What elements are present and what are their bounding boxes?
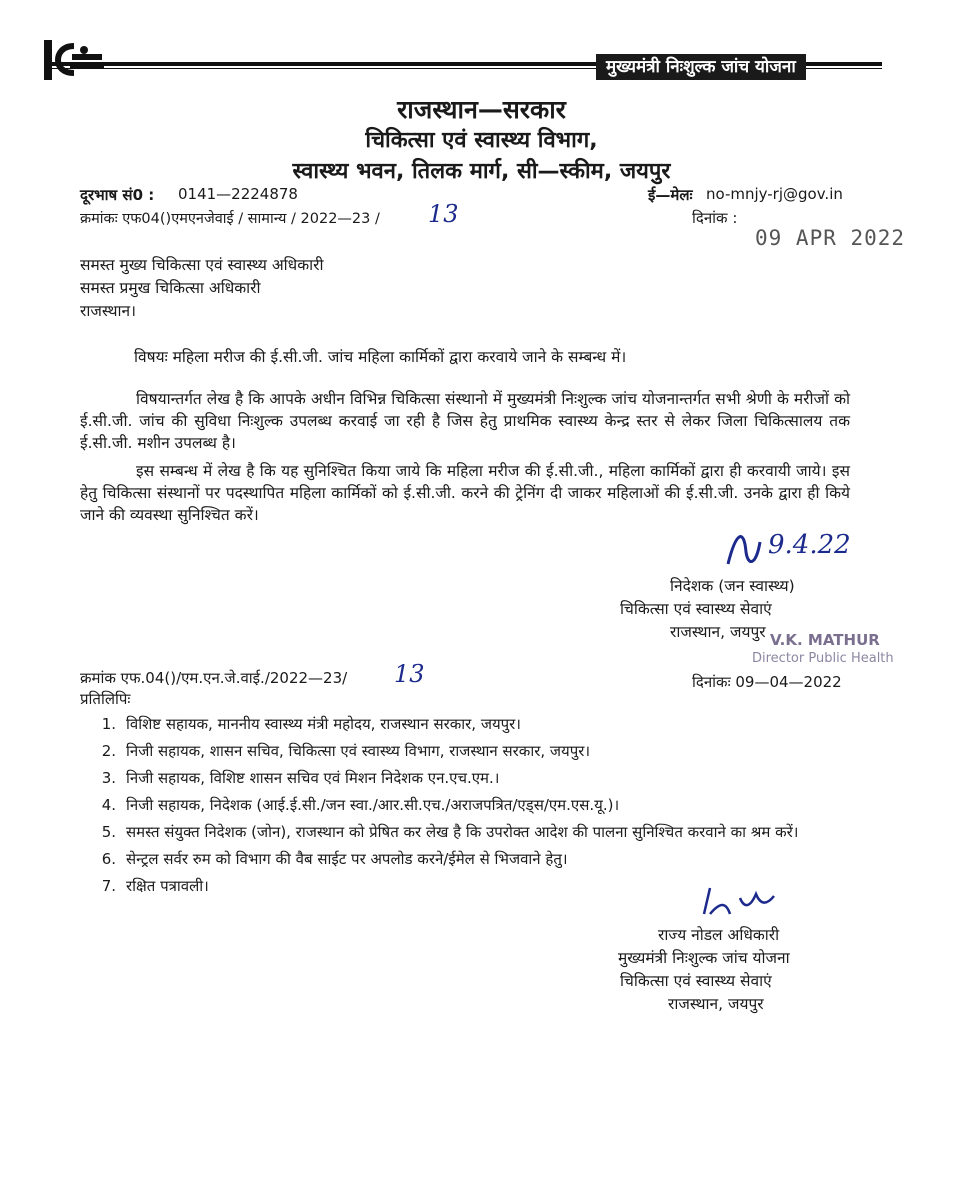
list-number: 2. (101, 742, 116, 760)
director-title: निदेशक (जन स्वास्थ्य) (670, 577, 795, 595)
department-name: चिकित्सा एवं स्वास्थ्य विभाग, (365, 128, 598, 153)
copy-label: प्रतिलिपिः (80, 690, 131, 708)
name-stamp-title: Director Public Health (752, 651, 894, 666)
government-title: राजस्थान—सरकार (397, 95, 566, 124)
list-item (88, 822, 858, 843)
name-stamp: V.K. MATHUR (770, 631, 880, 649)
nodal-officer-signature-icon (700, 884, 790, 920)
director-location: राजस्थान, जयपुर (670, 623, 766, 641)
addressee-1: समस्त मुख्य चिकित्सा एवं स्वास्थ्य अधिकारी (80, 256, 324, 274)
director-department: चिकित्सा एवं स्वास्थ्य सेवाएं (620, 600, 772, 618)
addressee-3: राजस्थान। (80, 302, 136, 320)
list-item (88, 768, 858, 789)
email-address: no-mnjy-rj@gov.in (706, 185, 843, 203)
list-number: 4. (101, 796, 116, 814)
list-text: विशिष्ट सहायक, माननीय स्वास्थ्य मंत्री महोदय, राजस्थान सरकार, जयपुर। (126, 715, 521, 733)
list-text: समस्त संयुक्त निदेशक (जोन), राजस्थान को प्रेषित कर लेख है कि उपरोक्त आदेश की पालना सुनिश्चित करवाने का श्रम करें। (126, 823, 799, 841)
list-number: 6. (101, 850, 116, 868)
list-number: 3. (101, 769, 116, 787)
copy-date: दिनांकः 09—04—2022 (692, 673, 842, 691)
list-item (88, 714, 858, 735)
nodal-officer-signature-block (618, 924, 790, 1016)
list-number: 5. (101, 823, 116, 841)
date-label: दिनांक : (692, 209, 738, 227)
subject-line: विषयः महिला मरीज की ई.सी.जी. जांच महिला कार्मिकों द्वारा करवाये जाने के सम्बन्ध में। (134, 348, 627, 366)
phone-number: 0141—2224878 (178, 185, 298, 203)
list-number: 1. (101, 715, 116, 733)
nodal-officer-scheme: मुख्यमंत्री निःशुल्क जांच योजना (618, 949, 790, 967)
copy-reference-handwritten: 13 (394, 660, 425, 688)
nodal-officer-title: राज्य नोडल अधिकारी (658, 926, 780, 944)
list-text: निजी सहायक, विशिष्ट शासन सचिव एवं मिशन निदेशक एन.एच.एम.। (126, 769, 500, 787)
date-stamp: 09 APR 2022 (755, 226, 906, 250)
scheme-banner: मुख्यमंत्री निःशुल्क जांच योजना (596, 54, 806, 80)
phone-label: दूरभाष सं0 : (80, 186, 155, 204)
copy-list (88, 714, 858, 903)
copy-reference-number: क्रमांक एफ.04()/एम.एन.जे.वाई./2022—23/ (80, 669, 348, 687)
list-text: निजी सहायक, निदेशक (आई.ई.सी./जन स्वा./आर.सी.एच./अराजपत्रित/एड्स/एम.एस.यू.)। (126, 796, 620, 814)
reference-number: क्रमांकः एफ04()एमएनजेवाई / सामान्य / 2022—23 / (80, 211, 380, 227)
list-item (88, 795, 858, 816)
list-text: रक्षित पत्रावली। (126, 877, 209, 895)
list-item (88, 741, 858, 762)
list-text: सेन्ट्रल सर्वर रुम को विभाग की वैब साईट पर अपलोड करने/ईमेल से भिजवाने हेतु। (126, 850, 568, 868)
list-text: निजी सहायक, शासन सचिव, चिकित्सा एवं स्वास्थ्य विभाग, राजस्थान सरकार, जयपुर। (126, 742, 591, 760)
nodal-officer-department: चिकित्सा एवं स्वास्थ्य सेवाएं (620, 972, 772, 990)
body-paragraph-1: विषयान्तर्गत लेख है कि आपके अधीन विभिन्न चिकित्सा संस्थानो में मुख्यमंत्री निःशुल्क जांच योजनान्तर्गत सभी श्रेणी के मरीजों को ई.सी.जी. जांच की सुविधा निःशुल्क उपलब्ध करवाई जा रही है जिस हेतु प्राथमिक स्वास्थ्य केन्द्र स्तर से लेकर जिला चिकित्सालय तक ई.सी.जी. मशीन उपलब्ध है। (80, 390, 850, 452)
director-handwritten-date: 9.4.22 (768, 530, 851, 560)
list-number: 7. (101, 877, 116, 895)
email-label: ई—मेलः (648, 186, 693, 204)
department-address: स्वास्थ्य भवन, तिलक मार्ग, सी—स्कीम, जयपुर (292, 159, 671, 184)
addressee-2: समस्त प्रमुख चिकित्सा अधिकारी (80, 279, 261, 297)
body-paragraph-2: इस सम्बन्ध में लेख है कि यह सुनिश्चित किया जाये कि महिला मरीज की ई.सी.जी., महिला कार्मिकों द्वारा ही करवायी जाये। इस हेतु चिकित्सा संस्थानों पर पदस्थापित महिला कार्मिकों को ई.सी.जी. करने की ट्रेनिंग दी जाकर महिलाओं की ई.सी.जी. उनके द्वारा ही किये जाने की व्यवस्था सुनिश्चित करें। (80, 462, 850, 524)
reference-handwritten: 13 (428, 200, 459, 228)
list-item (88, 849, 858, 870)
nodal-officer-location: राजस्थान, जयपुर (668, 995, 764, 1013)
department-logo-icon (44, 40, 114, 80)
